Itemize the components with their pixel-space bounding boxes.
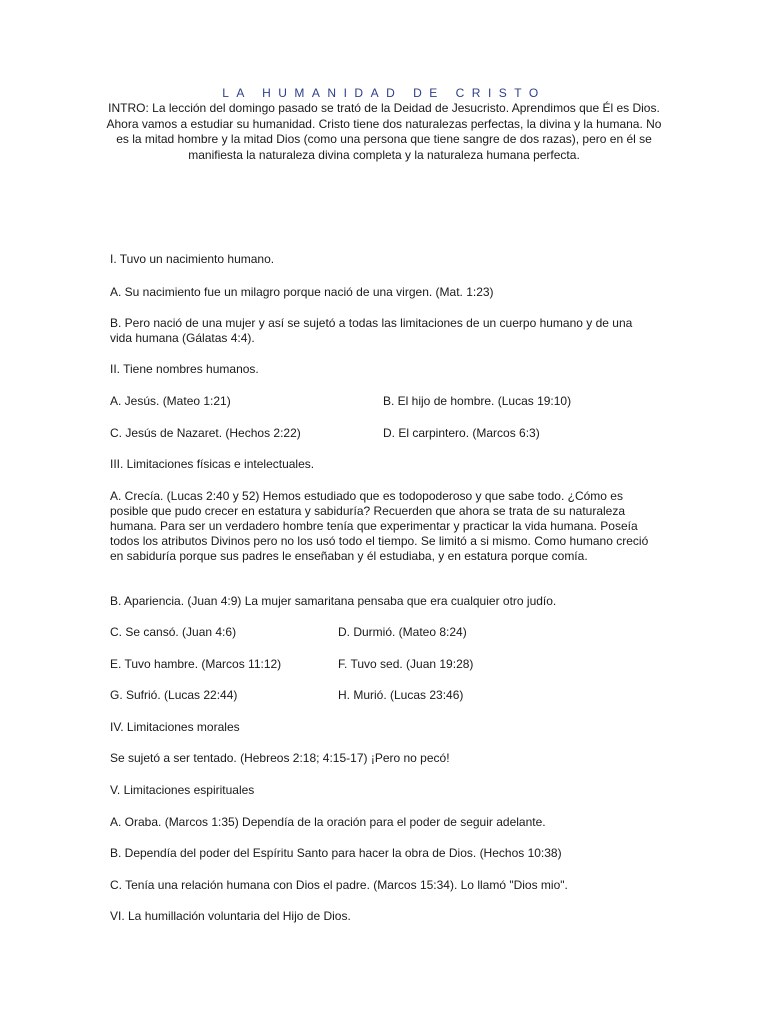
section-5-item-b: B. Dependía del poder del Espíritu Santo para hacer la obra de Dios. (Hechos 10:38) [110,846,562,860]
section-1-item-a: A. Su nacimiento fue un milagro porque nació de una virgen. (Mat. 1:23) [110,285,494,299]
section-3-item-c: C. Se cansó. (Juan 4:6) [110,625,237,639]
section-3-item-d: D. Durmió. (Mateo 8:24) [338,625,467,639]
section-3-item-h: H. Murió. (Lucas 23:46) [338,688,464,702]
intro-paragraph: INTRO: La lección del domingo pasado se trató de la Deidad de Jesucristo. Aprendimos que Él es Dios. Ahora vamos a estudiar su humanidad. Cristo tiene dos naturalezas perfectas, la divina y la humana. No es la mitad hombre y la mitad Dios (como una persona que tiene sangre de dos razas), pero en él se manifiesta la naturaleza divina completa y la naturaleza humana perfecta. [106,101,662,162]
section-2-item-a: A. Jesús. (Mateo 1:21) [110,394,231,408]
section-1-heading: I. Tuvo un nacimiento humano. [110,252,275,266]
section-5-heading: V. Limitaciones espirituales [110,783,255,797]
section-3-item-g: G. Sufrió. (Lucas 22:44) [110,688,238,702]
section-2-heading: II. Tiene nombres humanos. [110,362,259,376]
section-2-item-c: C. Jesús de Nazaret. (Hechos 2:22) [110,426,301,440]
section-5-item-a: A. Oraba. (Marcos 1:35) Dependía de la oración para el poder de seguir adelante. [110,815,546,829]
section-6-heading: VI. La humillación voluntaria del Hijo de Dios. [110,909,351,923]
section-1-item-b: B. Pero nació de una mujer y así se sujetó a todas las limitaciones de un cuerpo humano y de una vida humana (Gálatas 4:4). [110,316,633,345]
section-4-heading: IV. Limitaciones morales [110,720,240,734]
document-title: LA HUMANIDAD DE CRISTO [222,86,546,100]
section-3-item-a: A. Crecía. (Lucas 2:40 y 52) Hemos estudiado que es todopoderoso y que sabe todo. ¿Cómo es posible que pudo crecer en estatura y sabiduría? Recuerden que ahora se trata de su naturaleza humana. Para ser un verdadero hombre tenía que experimentar y practicar la vida humana. Poseía todos los atributos Divinos pero no los usó todo el tiempo. Se limitó a si mismo. Como humano creció en sabiduría porque sus padres le enseñaban y él estudiaba, y en estatura porque comía. [110,489,649,563]
section-3-heading: III. Limitaciones físicas e intelectuales. [110,457,315,471]
section-2-item-b: B. El hijo de hombre. (Lucas 19:10) [383,394,572,408]
section-3-item-e: E. Tuvo hambre. (Marcos 11:12) [110,657,282,671]
section-2-item-d: D. El carpintero. (Marcos 6:3) [383,426,540,440]
section-3-item-b: B. Apariencia. (Juan 4:9) La mujer samaritana pensaba que era cualquier otro judío. [110,594,557,608]
section-4-text: Se sujetó a ser tentado. (Hebreos 2:18; 4:15-17) ¡Pero no pecó! [110,751,450,765]
section-5-item-c: C. Tenía una relación humana con Dios el padre. (Marcos 15:34). Lo llamó "Dios mio". [110,878,568,892]
section-3-item-f: F. Tuvo sed. (Juan 19:28) [338,657,474,671]
